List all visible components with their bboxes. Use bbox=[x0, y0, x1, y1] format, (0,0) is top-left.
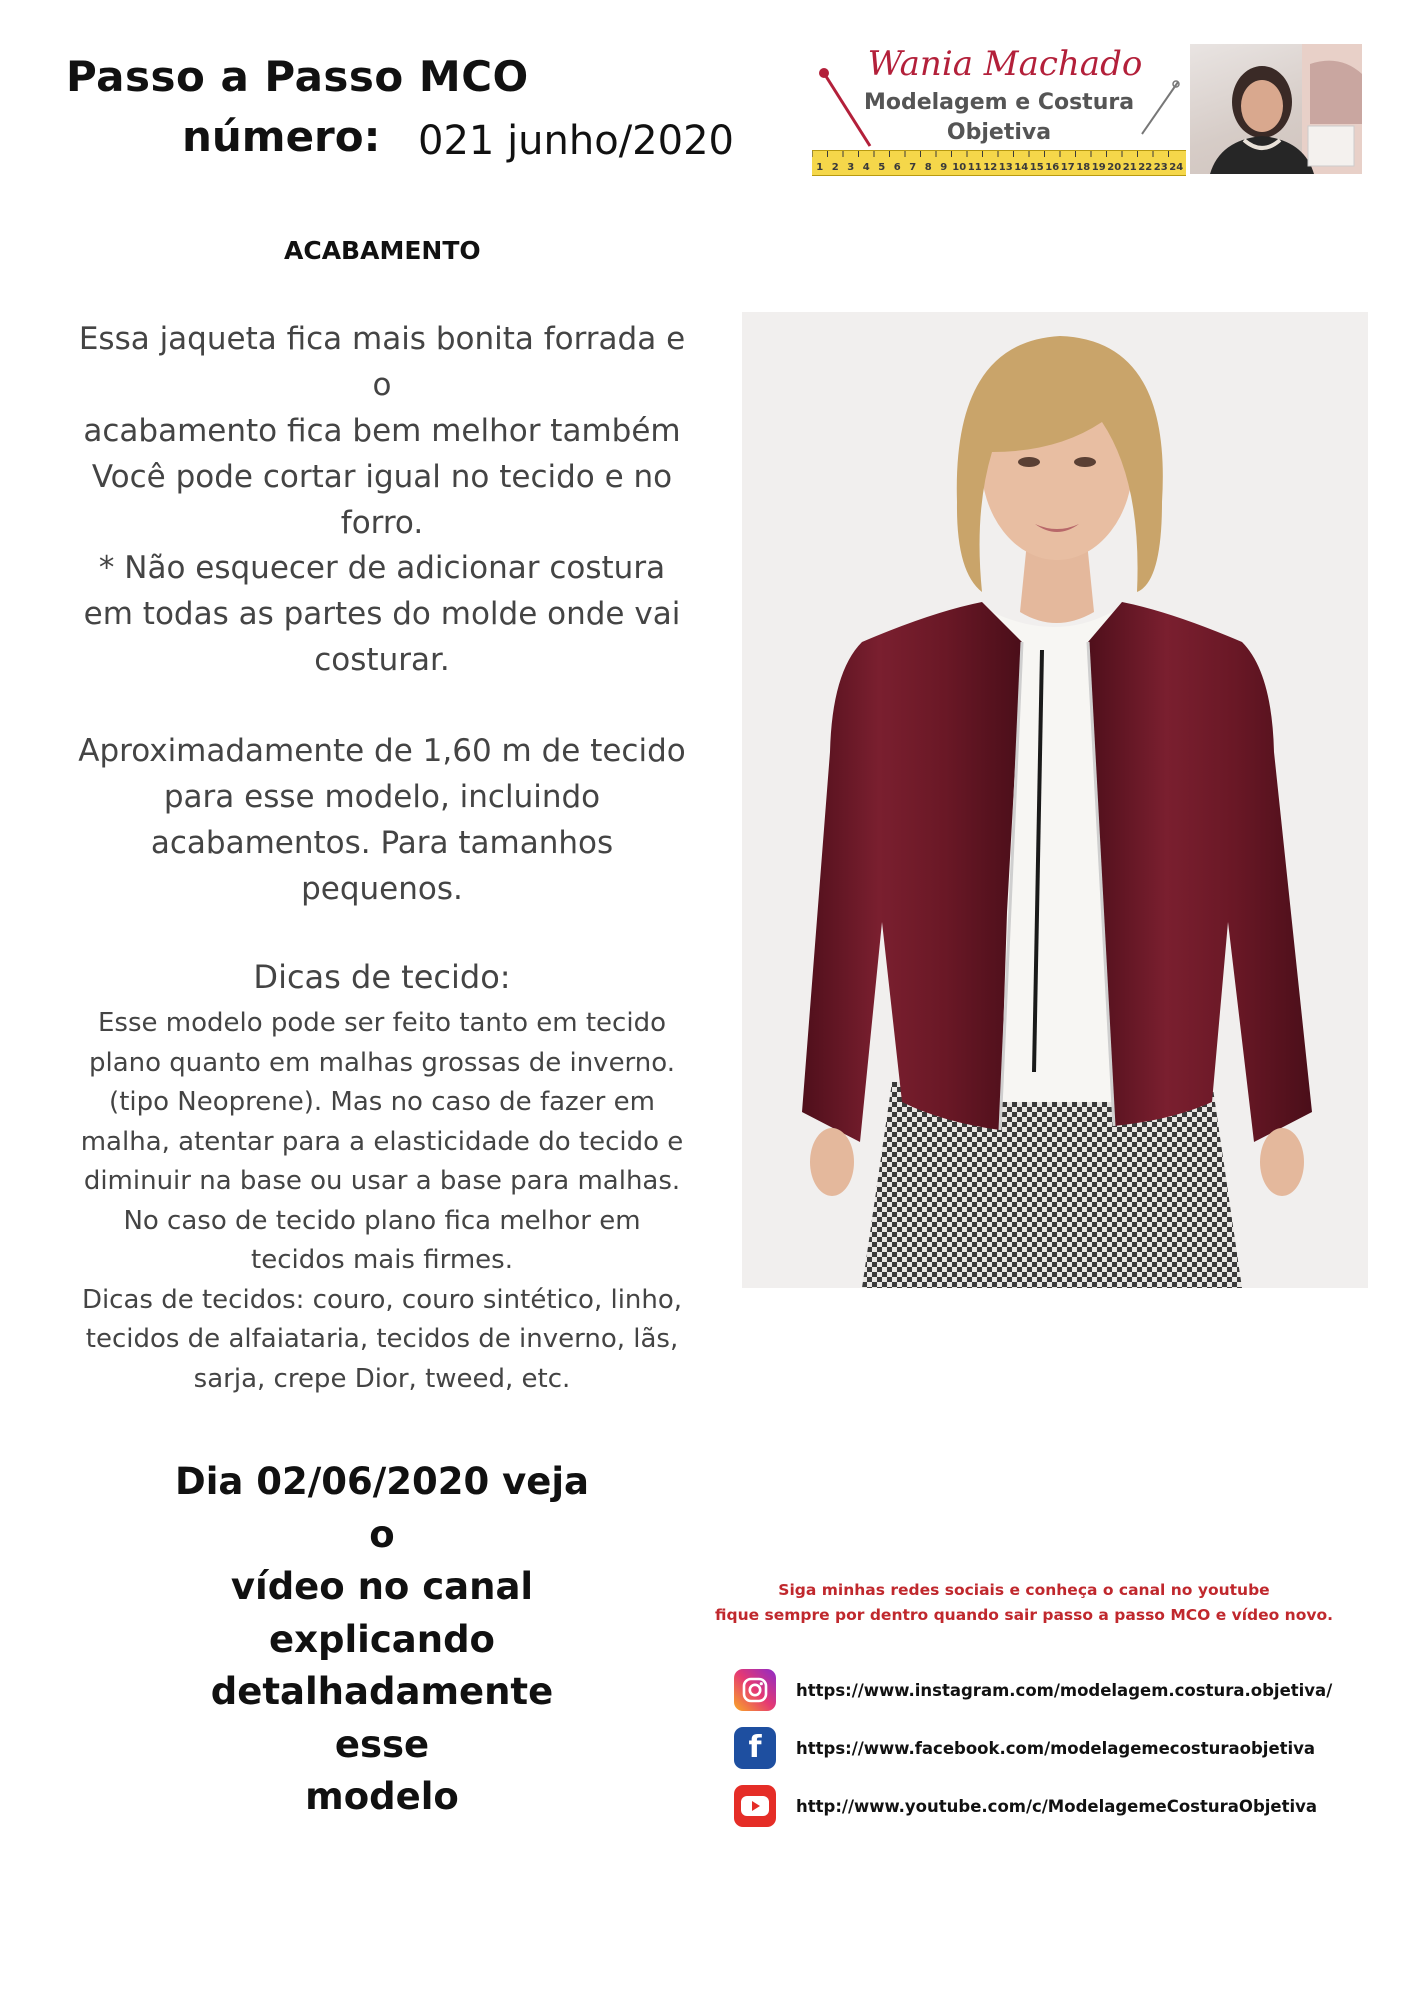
ruler-number: 16 bbox=[1045, 162, 1060, 173]
ruler-number: 21 bbox=[1122, 162, 1137, 173]
text-line: modelo bbox=[305, 1775, 459, 1818]
text-line: costurar. bbox=[314, 642, 450, 678]
text-line: No caso de tecido plano fica melhor em bbox=[123, 1205, 641, 1236]
ruler-number: 6 bbox=[893, 162, 901, 173]
text-line: Dicas de tecidos: couro, couro sintético, linho, bbox=[81, 1284, 683, 1315]
youtube-url[interactable]: http://www.youtube.com/c/ModelagemeCosturaObjetiva bbox=[796, 1796, 1318, 1816]
ruler-number: 2 bbox=[831, 162, 839, 173]
text-line: plano quanto em malhas grossas de inverno. bbox=[88, 1047, 675, 1078]
fabric-tips-heading: Dicas de tecido: bbox=[253, 958, 511, 996]
ruler-number: 24 bbox=[1169, 162, 1184, 173]
text-line: Aproximadamente de 1,60 m de tecido bbox=[78, 733, 686, 769]
text-line: Essa jaqueta fica mais bonita forrada e o bbox=[78, 321, 686, 403]
text-line: fique sempre por dentro quando sair passo a passo MCO e vídeo novo. bbox=[714, 1606, 1334, 1624]
text-line: tecidos de alfaiataria, tecidos de inverno, lãs, bbox=[85, 1324, 679, 1354]
ruler-number: 13 bbox=[998, 162, 1013, 173]
ruler-number: 8 bbox=[924, 162, 932, 173]
text-line: acabamentos. Para tamanhos bbox=[150, 825, 614, 861]
text-line: Dia 02/06/2020 veja o bbox=[175, 1460, 589, 1556]
video-announcement bbox=[164, 1456, 600, 1824]
text-line: * Não esquecer de adicionar costura bbox=[98, 550, 666, 586]
instagram-link-row[interactable] bbox=[734, 1668, 1332, 1712]
ruler-number: 9 bbox=[940, 162, 948, 173]
ruler-number: 17 bbox=[1060, 162, 1075, 173]
ruler-number: 10 bbox=[952, 162, 967, 173]
text-line: Siga minhas redes sociais e conheça o canal no youtube bbox=[778, 1581, 1270, 1599]
facebook-icon[interactable]: f bbox=[734, 1727, 776, 1769]
ruler-number: 12 bbox=[983, 162, 998, 173]
ruler-number: 20 bbox=[1107, 162, 1122, 173]
ruler-number: 3 bbox=[847, 162, 855, 173]
text-line: detalhadamente esse bbox=[210, 1670, 554, 1766]
ruler-number: 22 bbox=[1138, 162, 1153, 173]
text-line: (tipo Neoprene). Mas no caso de fazer em bbox=[109, 1087, 655, 1117]
text-line: malha, atentar para a elasticidade do tecido e bbox=[80, 1126, 684, 1157]
fabric-tips-text bbox=[74, 1004, 690, 1399]
youtube-icon[interactable] bbox=[734, 1785, 776, 1827]
text-line: pequenos. bbox=[301, 871, 463, 907]
text-line: Você pode cortar igual no tecido e no bbox=[91, 459, 673, 495]
document-date: 021 junho/2020 bbox=[418, 118, 734, 164]
document-title: Passo a Passo MCO bbox=[66, 52, 529, 101]
text-line: tecidos mais firmes. bbox=[251, 1245, 513, 1275]
jacket-model-photo bbox=[742, 312, 1368, 1288]
facebook-url[interactable]: https://www.facebook.com/modelagemecosturaobjetiva bbox=[796, 1738, 1316, 1758]
section-heading: ACABAMENTO bbox=[284, 236, 481, 265]
ruler-number: 15 bbox=[1029, 162, 1044, 173]
ruler-number: 5 bbox=[878, 162, 886, 173]
paragraph-lining bbox=[74, 316, 690, 546]
logo-subtitle-2: Objetiva bbox=[946, 120, 1052, 145]
ruler-number: 1 bbox=[816, 162, 824, 173]
text-line: sarja, crepe Dior, tweed, etc. bbox=[193, 1363, 571, 1394]
youtube-link-row[interactable] bbox=[734, 1784, 1317, 1828]
text-line: em todas as partes do molde onde vai bbox=[83, 596, 681, 632]
paragraph-fabric-amount bbox=[74, 728, 690, 912]
ruler-number: 14 bbox=[1014, 162, 1029, 173]
ruler-number: 11 bbox=[967, 162, 982, 173]
brand-logo bbox=[812, 42, 1186, 174]
ruler-number: 23 bbox=[1153, 162, 1168, 173]
paragraph-seam-note bbox=[74, 545, 690, 683]
text-line: para esse modelo, incluindo bbox=[163, 779, 601, 815]
ruler-number: 7 bbox=[909, 162, 917, 173]
instagram-url[interactable]: https://www.instagram.com/modelagem.costura.objetiva/ bbox=[796, 1680, 1333, 1700]
measuring-tape bbox=[812, 150, 1186, 176]
text-line: explicando bbox=[269, 1617, 495, 1661]
logo-subtitle: Modelagem e Costura bbox=[863, 90, 1135, 115]
logo-name: Wania Machado bbox=[867, 44, 1143, 84]
text-line: Esse modelo pode ser feito tanto em tecido bbox=[97, 1008, 666, 1038]
text-line: vídeo no canal bbox=[230, 1565, 534, 1608]
text-line: forro. bbox=[340, 505, 424, 541]
author-photo bbox=[1190, 44, 1362, 174]
instagram-icon[interactable] bbox=[734, 1669, 776, 1711]
text-line: acabamento fica bem melhor também bbox=[83, 413, 681, 449]
document-number-label: número: bbox=[182, 112, 381, 161]
social-invitation bbox=[694, 1578, 1354, 1628]
ruler-number: 19 bbox=[1091, 162, 1106, 173]
text-line: diminuir na base ou usar a base para malhas. bbox=[83, 1166, 681, 1196]
ruler-number: 18 bbox=[1076, 162, 1091, 173]
facebook-link-row[interactable] bbox=[734, 1726, 1315, 1770]
ruler-number: 4 bbox=[862, 162, 870, 173]
